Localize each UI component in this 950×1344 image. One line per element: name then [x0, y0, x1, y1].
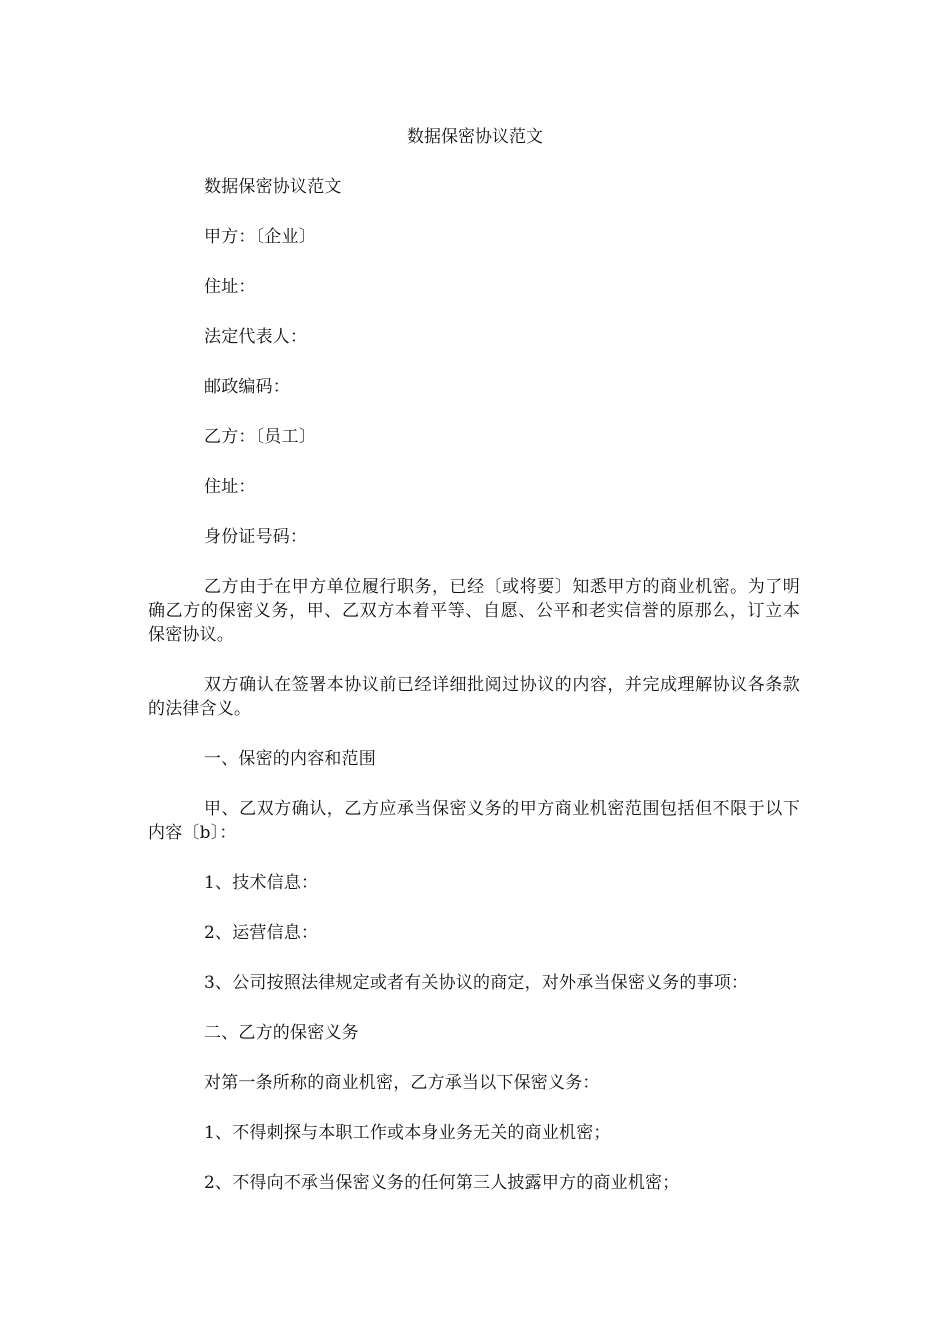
list-item: 1、技术信息：	[204, 873, 319, 893]
party-a-address: 住址：	[204, 277, 256, 297]
party-b-address: 住址：	[204, 477, 256, 497]
party-a-postcode: 邮政编码：	[204, 377, 290, 397]
section-1-intro: 甲、乙双方确认，乙方应承当保密义务的甲方商业机密范围包括但不限于以下内容〔b〕：	[148, 799, 800, 843]
confirmation-paragraph: 双方确认在签署本协议前已经详细批阅过协议的内容，并完成理解协议各条款的法律含义。	[148, 675, 800, 719]
list-item: 2、运营信息：	[204, 923, 319, 943]
party-b-label: 乙方：〔员工〕	[204, 427, 316, 447]
list-item: 1、不得刺探与本职工作或本身业务无关的商业机密；	[204, 1123, 611, 1143]
document-body	[148, 175, 800, 1221]
document-title: 数据保密协议范文	[407, 127, 543, 147]
preamble-paragraph: 乙方由于在甲方单位履行职务，已经〔或将要〕知悉甲方的商业机密。为了明确乙方的保密义务，甲、乙双方本着平等、自愿、公平和老实信誉的原那么，订立本保密协议。	[148, 577, 800, 645]
list-item: 3、公司按照法律规定或者有关协议的商定，对外承当保密义务的事项：	[204, 973, 749, 993]
party-a-legal-rep: 法定代表人：	[204, 327, 308, 347]
party-a-label: 甲方：〔企业〕	[204, 227, 316, 247]
list-item: 2、不得向不承当保密义务的任何第三人披露甲方的商业机密；	[204, 1173, 680, 1193]
section-2-intro: 对第一条所称的商业机密，乙方承当以下保密义务：	[204, 1073, 600, 1093]
section-1-heading: 一、保密的内容和范围	[204, 749, 376, 769]
party-b-id-number: 身份证号码：	[204, 527, 308, 547]
section-2-heading: 二、乙方的保密义务	[204, 1023, 359, 1043]
paragraph-heading: 数据保密协议范文	[204, 177, 342, 197]
